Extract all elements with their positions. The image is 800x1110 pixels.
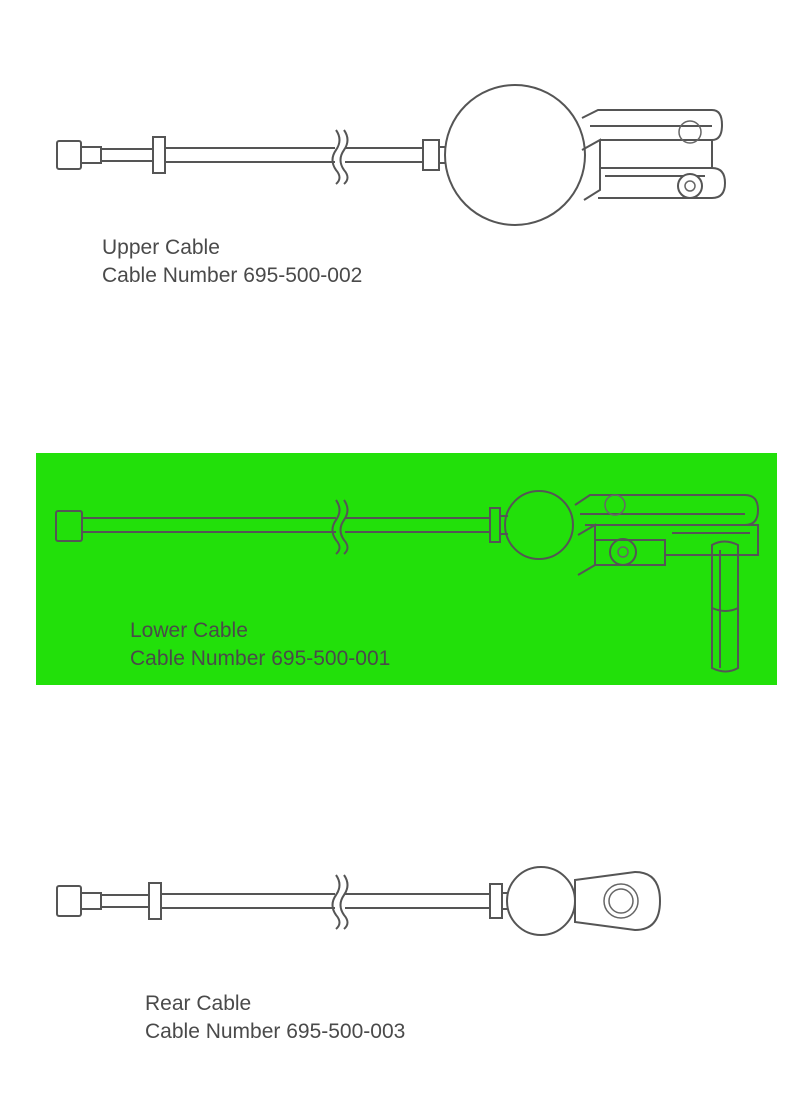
lower-cable-rod-band (712, 608, 738, 611)
rear-cable-housing-mid (161, 894, 335, 908)
upper-cable-housing-left (101, 149, 155, 161)
lower-cable-clevis-hole (605, 495, 625, 515)
lower-cable-caption (130, 617, 390, 673)
upper-cable-drawing (57, 85, 725, 225)
rear-cable-collar (149, 883, 161, 919)
rear-cable-end-fitting (490, 884, 502, 918)
rear-cable-end-sleeve (81, 893, 101, 909)
lower-cable-ball (505, 491, 573, 559)
lower-cable-end-ferrule (56, 511, 82, 541)
lower-cable-break-mark-b (341, 500, 348, 554)
upper-cable-collar (153, 137, 165, 173)
upper-cable-name: Upper Cable (102, 236, 220, 259)
lower-cable-housing-right (345, 518, 490, 532)
upper-cable-end-ferrule (57, 141, 81, 169)
rear-cable-name: Rear Cable (145, 992, 252, 1015)
lower-cable-clevis-bottom (595, 540, 665, 565)
lower-cable-clevis-top (575, 495, 758, 525)
rear-cable-break-mark-b (341, 875, 348, 929)
rear-cable-caption (145, 990, 405, 1046)
upper-cable-end-sleeve (81, 147, 101, 163)
upper-cable-break-mark-b (341, 130, 348, 184)
lower-cable-clevis-pin-core (618, 547, 628, 557)
lower-cable-vertical-rod (712, 542, 738, 672)
upper-cable-clevis-side (582, 140, 600, 200)
upper-cable-housing-mid (165, 148, 335, 162)
rear-cable-end-ferrule (57, 886, 81, 916)
upper-cable-clevis-pin (678, 174, 702, 198)
rear-cable-housing-left (101, 895, 150, 907)
upper-cable-clevis-bottom (598, 168, 725, 198)
lower-cable-break-mark-a (333, 500, 340, 554)
lower-cable-housing-left (82, 518, 336, 532)
lower-cable-clevis-side (578, 525, 595, 575)
upper-cable-break-mark-a (333, 130, 340, 184)
upper-cable-ball (445, 85, 585, 225)
lower-cable-number: Cable Number 695-500-001 (130, 647, 391, 670)
rear-cable-number: Cable Number 695-500-003 (145, 1020, 406, 1043)
lower-cable-end-fitting (490, 508, 500, 542)
lower-cable-clevis-pin (610, 539, 636, 565)
upper-cable-number: Cable Number 695-500-002 (102, 264, 363, 287)
rear-cable-break-mark-a (333, 875, 340, 929)
upper-cable-end-fitting (423, 140, 439, 170)
rear-cable-drawing (57, 867, 660, 935)
rear-cable-eyelet (575, 872, 660, 930)
rear-cable-housing-right (345, 894, 490, 908)
lower-cable-name: Lower Cable (130, 619, 248, 642)
upper-cable-caption (102, 234, 362, 290)
upper-cable-housing-right (345, 148, 423, 162)
rear-cable-ball (507, 867, 575, 935)
